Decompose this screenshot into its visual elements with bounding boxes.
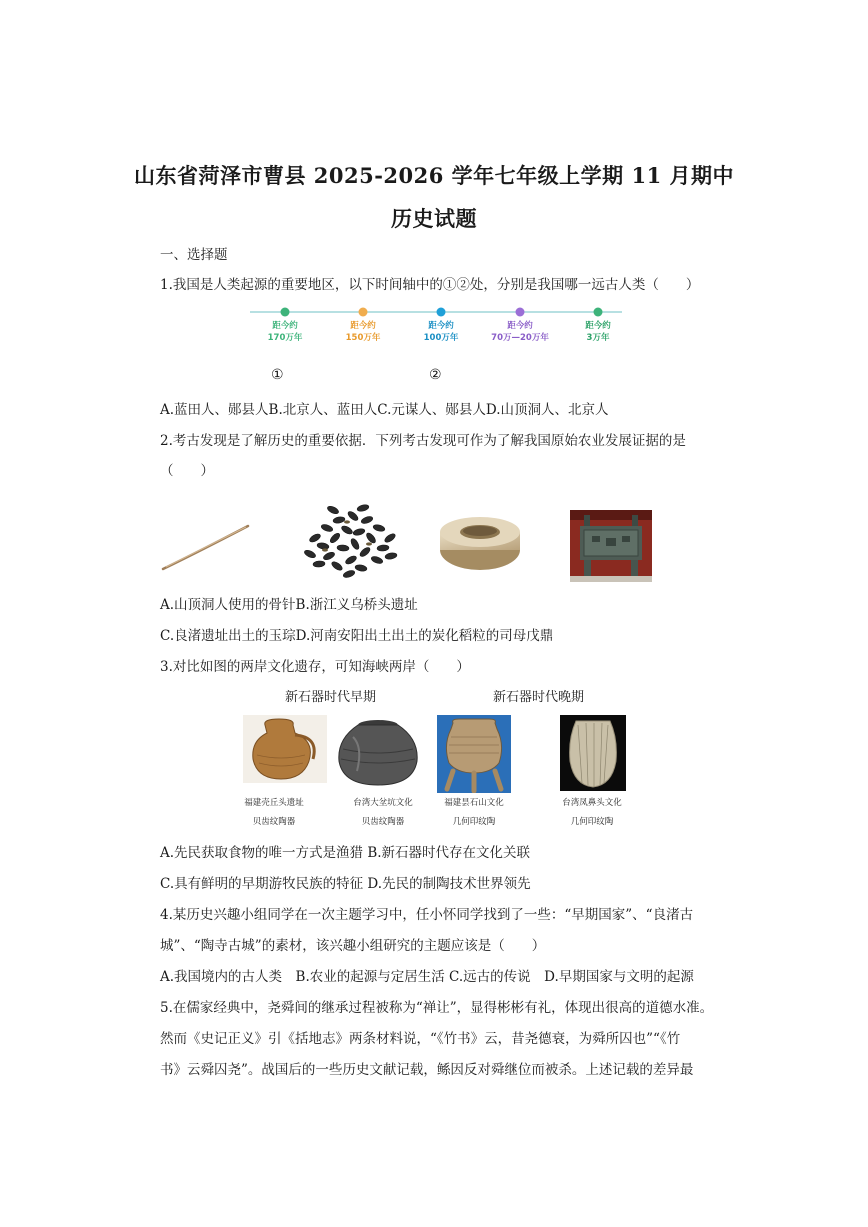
q3-options-cd: C.具有鲜明的早期游牧民族的特征 D.先民的制陶技术世界领先 xyxy=(160,876,531,892)
timeline-label-4: 距今约 70万—20万年 xyxy=(491,321,549,343)
q5-line2: 然而《史记正义》引《括地志》两条材料说，“《竹书》云，昔尧德衰，为舜所囚也”“《竹 xyxy=(160,1031,681,1047)
caption-dabenkeng: 台湾大坌坑文化 贝齿纹陶器 xyxy=(353,798,413,827)
q2-stem-line1: 2.考古发现是了解历史的重要依据．下列考古发现可作为了解我国原始农业发展证据的是 xyxy=(160,433,686,449)
section-heading: 一、选择题 xyxy=(160,247,228,263)
pottery-dabenkeng-image xyxy=(333,717,423,789)
document-title-line2: 历史试题 xyxy=(391,206,477,231)
jade-cong-image xyxy=(437,510,523,572)
q5-line3: 书》云舜囚尧”。战国后的一些历史文献记载，鲧因反对舜继位而被杀。上述记载的差异最 xyxy=(160,1062,694,1078)
timeline-mark-1: ① xyxy=(271,367,284,383)
timeline-mark-2: ② xyxy=(429,367,442,383)
q4-stem-line1: 4.某历史兴趣小组同学在一次主题学习中，任小怀同学找到了一些：“早期国家”、“良渚古 xyxy=(160,907,694,923)
timeline-label-5: 距今约 3万年 xyxy=(585,321,611,343)
timeline-label-3: 距今约 100万年 xyxy=(423,321,459,343)
caption-keqiutou: 福建壳丘头遗址 贝齿纹陶器 xyxy=(244,798,304,827)
q2-options-ab: A.山顶洞人使用的骨针B.浙江义乌桥头遗址 xyxy=(160,597,418,613)
q1-options: A.蓝田人、郧县人B.北京人、蓝田人C.元谋人、郧县人D.山顶洞人、北京人 xyxy=(160,402,609,418)
timeline-dot-5 xyxy=(594,308,603,317)
q3-heading-late: 新石器时代晚期 xyxy=(493,690,585,705)
timeline-dot-1 xyxy=(281,308,290,317)
timeline-axis xyxy=(250,302,622,322)
timeline-dot-2 xyxy=(359,308,368,317)
caption-fengbitou: 台湾凤鼻头文化 几何印纹陶 xyxy=(562,798,622,827)
timeline-label-2: 距今约 150万年 xyxy=(345,321,381,343)
bronze-ding-image xyxy=(570,510,652,582)
bone-needle-image xyxy=(160,518,255,573)
rice-grains-image xyxy=(295,498,405,580)
pottery-fengbitou-image xyxy=(560,715,626,791)
pottery-keqiutou-image xyxy=(243,715,327,783)
q3-stem: 3.对比如图的两岸文化遗存，可知海峡两岸（ ） xyxy=(160,659,470,675)
timeline-label-1: 距今约 170万年 xyxy=(267,321,303,343)
q4-options: A.我国境内的古人类 B.农业的起源与定居生活 C.远古的传说 D.早期国家与文明的起源 xyxy=(160,969,694,985)
q1-stem: 1.我国是人类起源的重要地区，以下时间轴中的①②处，分别是我国哪一远古人类（ ） xyxy=(160,277,700,293)
timeline-dot-4 xyxy=(516,308,525,317)
document-title-line1: 山东省菏泽市曹县 2025-2026 学年七年级上学期 11 月期中 xyxy=(133,163,735,188)
q2-stem-line2: （ ） xyxy=(160,463,214,479)
caption-tanshishan: 福建昙石山文化 几何印纹陶 xyxy=(444,798,504,827)
q4-stem-line2: 城”、“陶寺古城”的素材，该兴趣小组研究的主题应该是（ ） xyxy=(160,938,546,954)
q2-options-cd: C.良渚遗址出土的玉琮D.河南安阳出土出土的炭化稻粒的司母戊鼎 xyxy=(160,628,554,644)
pottery-tanshishan-image xyxy=(437,715,511,793)
q1-timeline xyxy=(250,300,622,350)
q5-line1: 5.在儒家经典中，尧舜间的继承过程被称为“禅让”，显得彬彬有礼，体现出很高的道德水准。 xyxy=(160,1000,714,1016)
q3-options-ab: A.先民获取食物的唯一方式是渔猎 B.新石器时代存在文化关联 xyxy=(160,845,531,861)
timeline-dot-3 xyxy=(437,308,446,317)
q3-heading-early: 新石器时代早期 xyxy=(285,690,377,705)
